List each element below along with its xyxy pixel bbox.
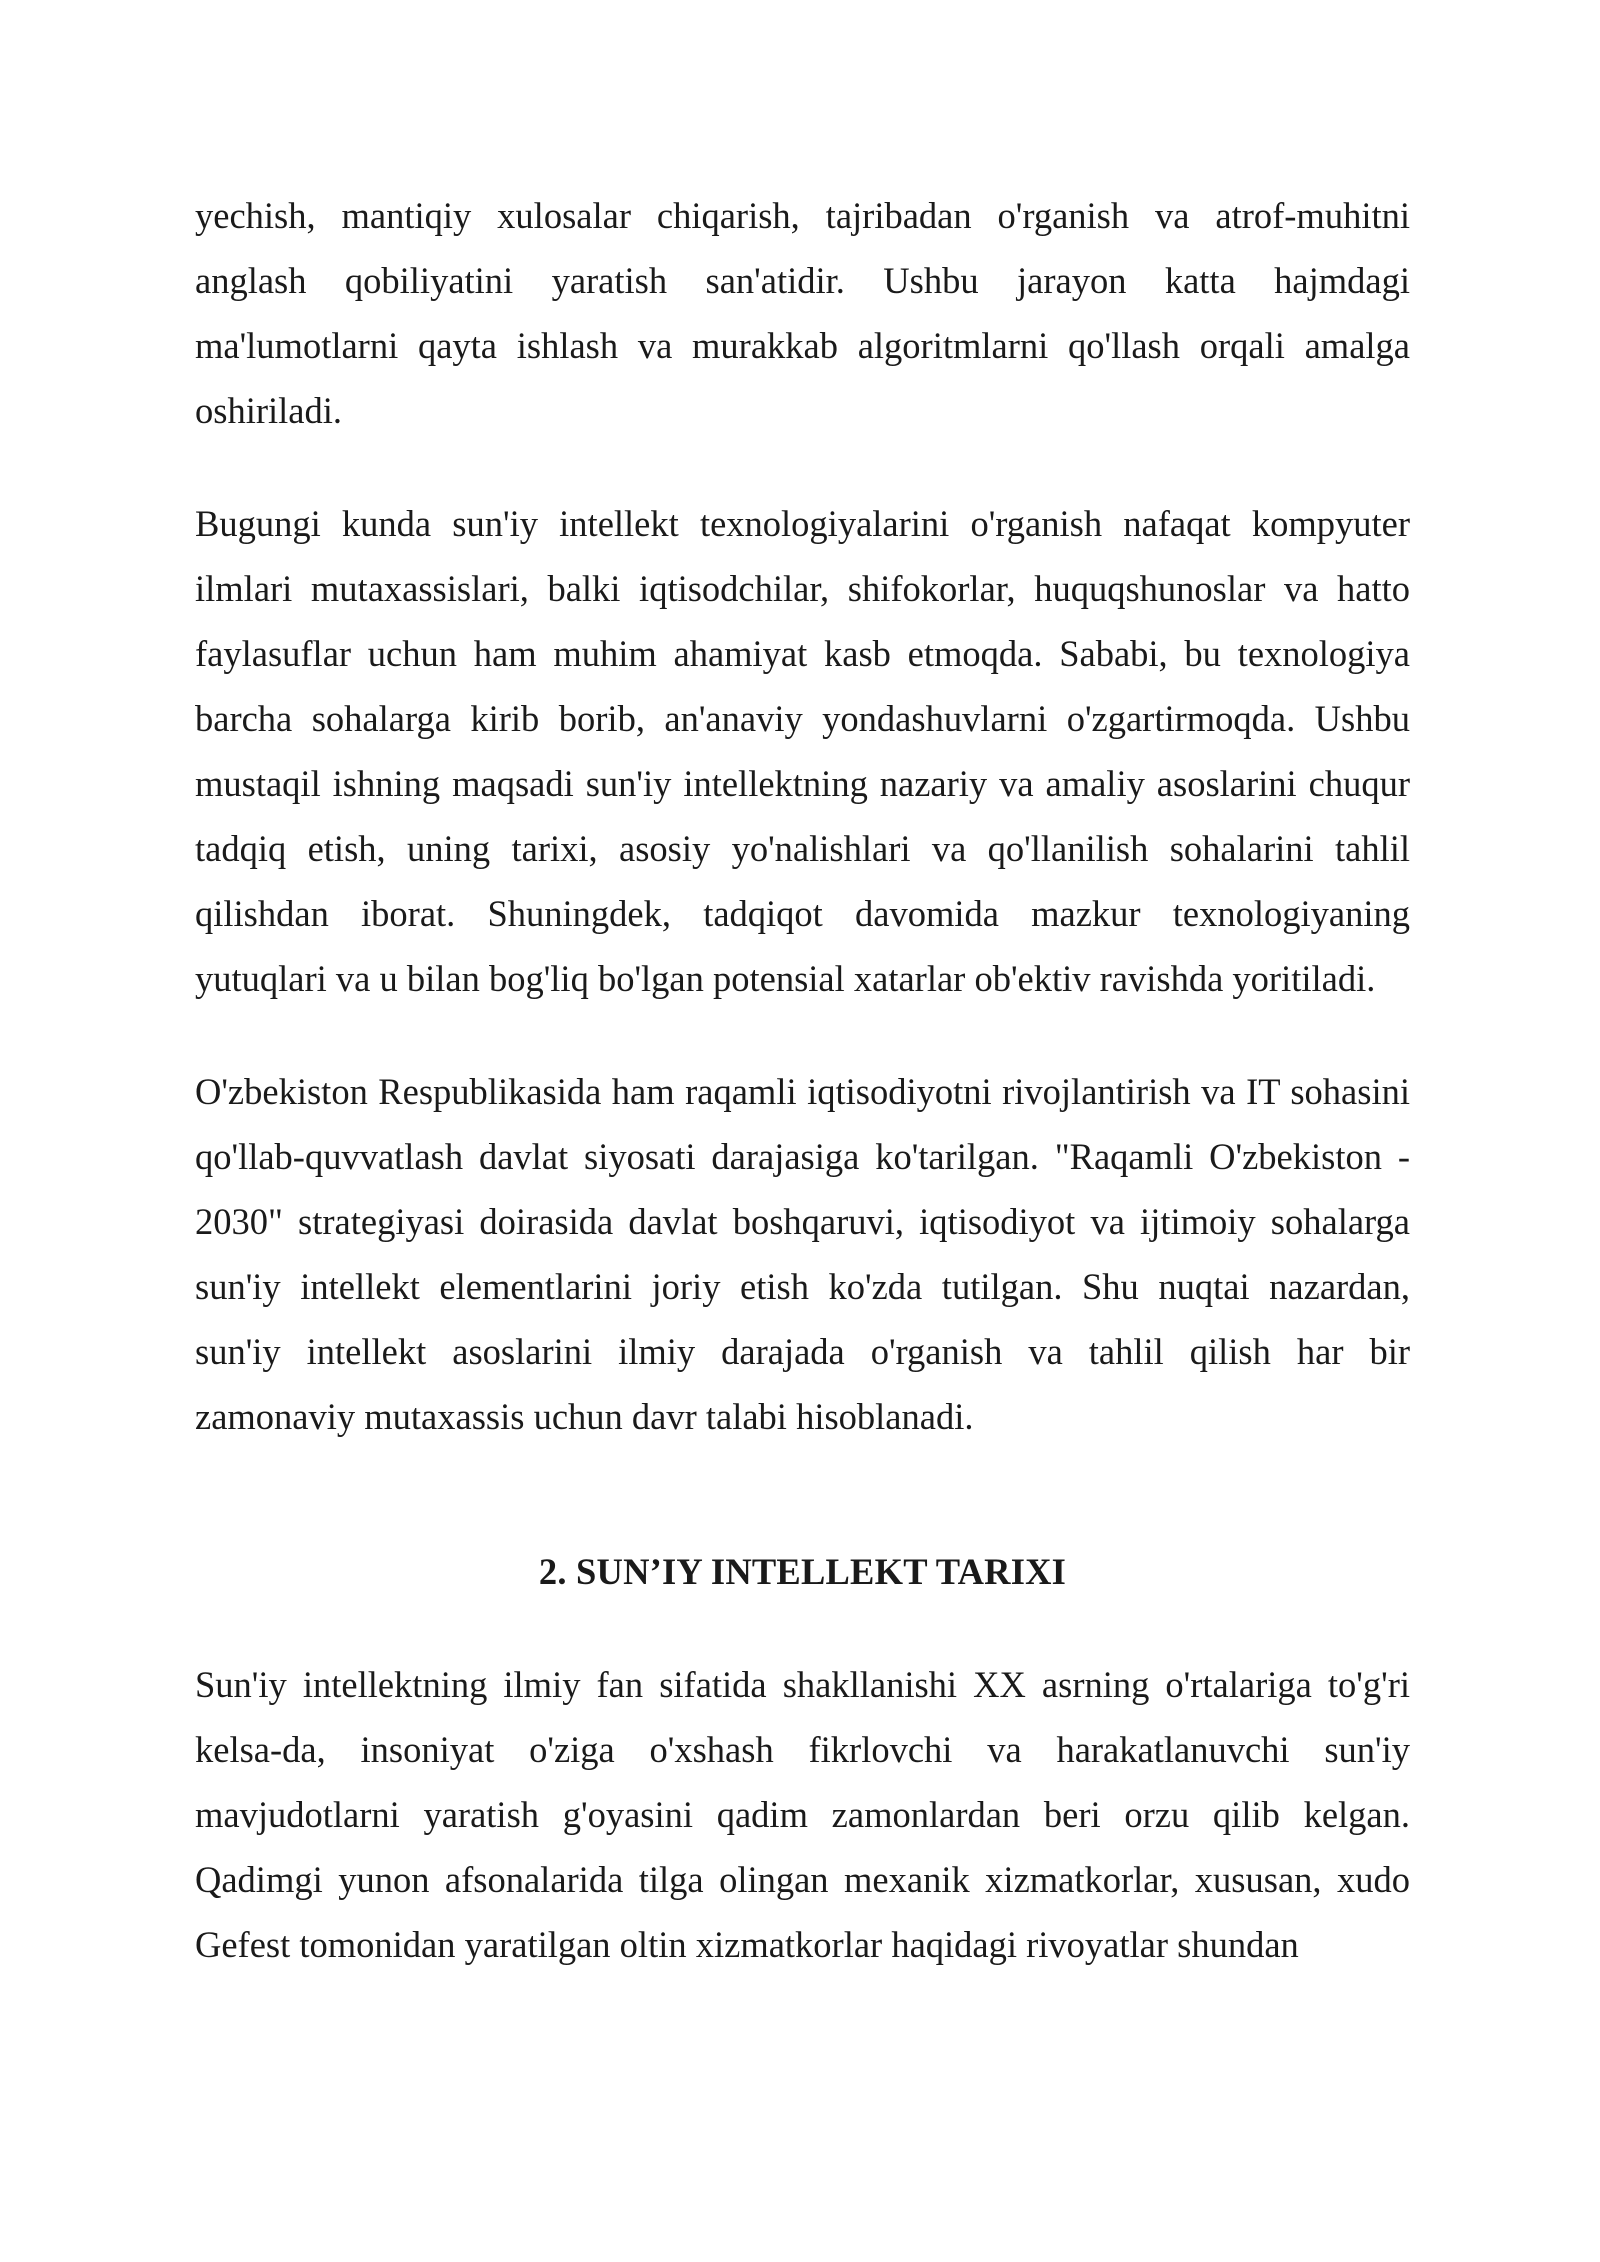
paragraph-intro-continuation: yechish, mantiqiy xulosalar chiqarish, tajribadan o'rganish va atrof-muhitni anglash qobiliyatini yaratish san'atidir. Ushbu jarayon katta hajmdagi ma'lumotlarni qayta ishlash va murakkab algoritmlarni qo'llash orqali amalga oshiriladi. [195, 195, 1410, 431]
paragraph-history: Sun'iy intellektning ilmiy fan sifatida shakllanishi XX asrning o'rtalariga to'g'ri kelsa-da, insoniyat o'ziga o'xshash fikrlovchi va harakatlanuvchi sun'iy mavjudotlarni yaratish g'oyasini qadim zamonlardan beri orzu qilib kelgan. Qadimgi yunon afsonalarida tilga olingan mexanik xizmatkorlar, xususan, xudo Gefest tomonidan yaratilgan oltin xizmatkorlar haqidagi rivoyatlar shundan [195, 1664, 1410, 1965]
document-body [195, 183, 1410, 1977]
paragraph-relevance: Bugungi kunda sun'iy intellekt texnologiyalarini o'rganish nafaqat kompyuter ilmlari mutaxassislari, balki iqtisodchilar, shifokorlar, huquqshunoslar va hatto faylasuflar uchun ham muhim ahamiyat kasb etmoqda. Sababi, bu texnologiya barcha sohalarga kirib borib, an'anaviy yondashuvlarni o'zgartirmoqda. Ushbu mustaqil ishning maqsadi sun'iy intellektning nazariy va amaliy asoslarini chuqur tadqiq etish, uning tarixi, asosiy yo'nalishlari va qo'llanilish sohalarini tahlil qilishdan iborat. Shuningdek, tadqiqot davomida mazkur texnologiyaning yutuqlari va u bilan bog'liq bo'lgan potensial xatarlar ob'ektiv ravishda yoritiladi. [195, 503, 1410, 999]
paragraph-uzbekistan-policy: O'zbekiston Respublikasida ham raqamli iqtisodiyotni rivojlantirish va IT sohasini qo'llab-quvvatlash davlat siyosati darajasiga ko'tarilgan. "Raqamli O'zbekiston - 2030" strategiyasi doirasida davlat boshqaruvi, iqtisodiyot va ijtimoiy sohalarga sun'iy intellekt elementlarini joriy etish ko'zda tutilgan. Shu nuqtai nazardan, sun'iy intellekt asoslarini ilmiy darajada o'rganish va tahlil qilish har bir zamonaviy mutaxassis uchun davr talabi hisoblanadi. [195, 1071, 1410, 1437]
section-heading: 2. SUN’IY INTELLEKT TARIXI [538, 1551, 1067, 1592]
